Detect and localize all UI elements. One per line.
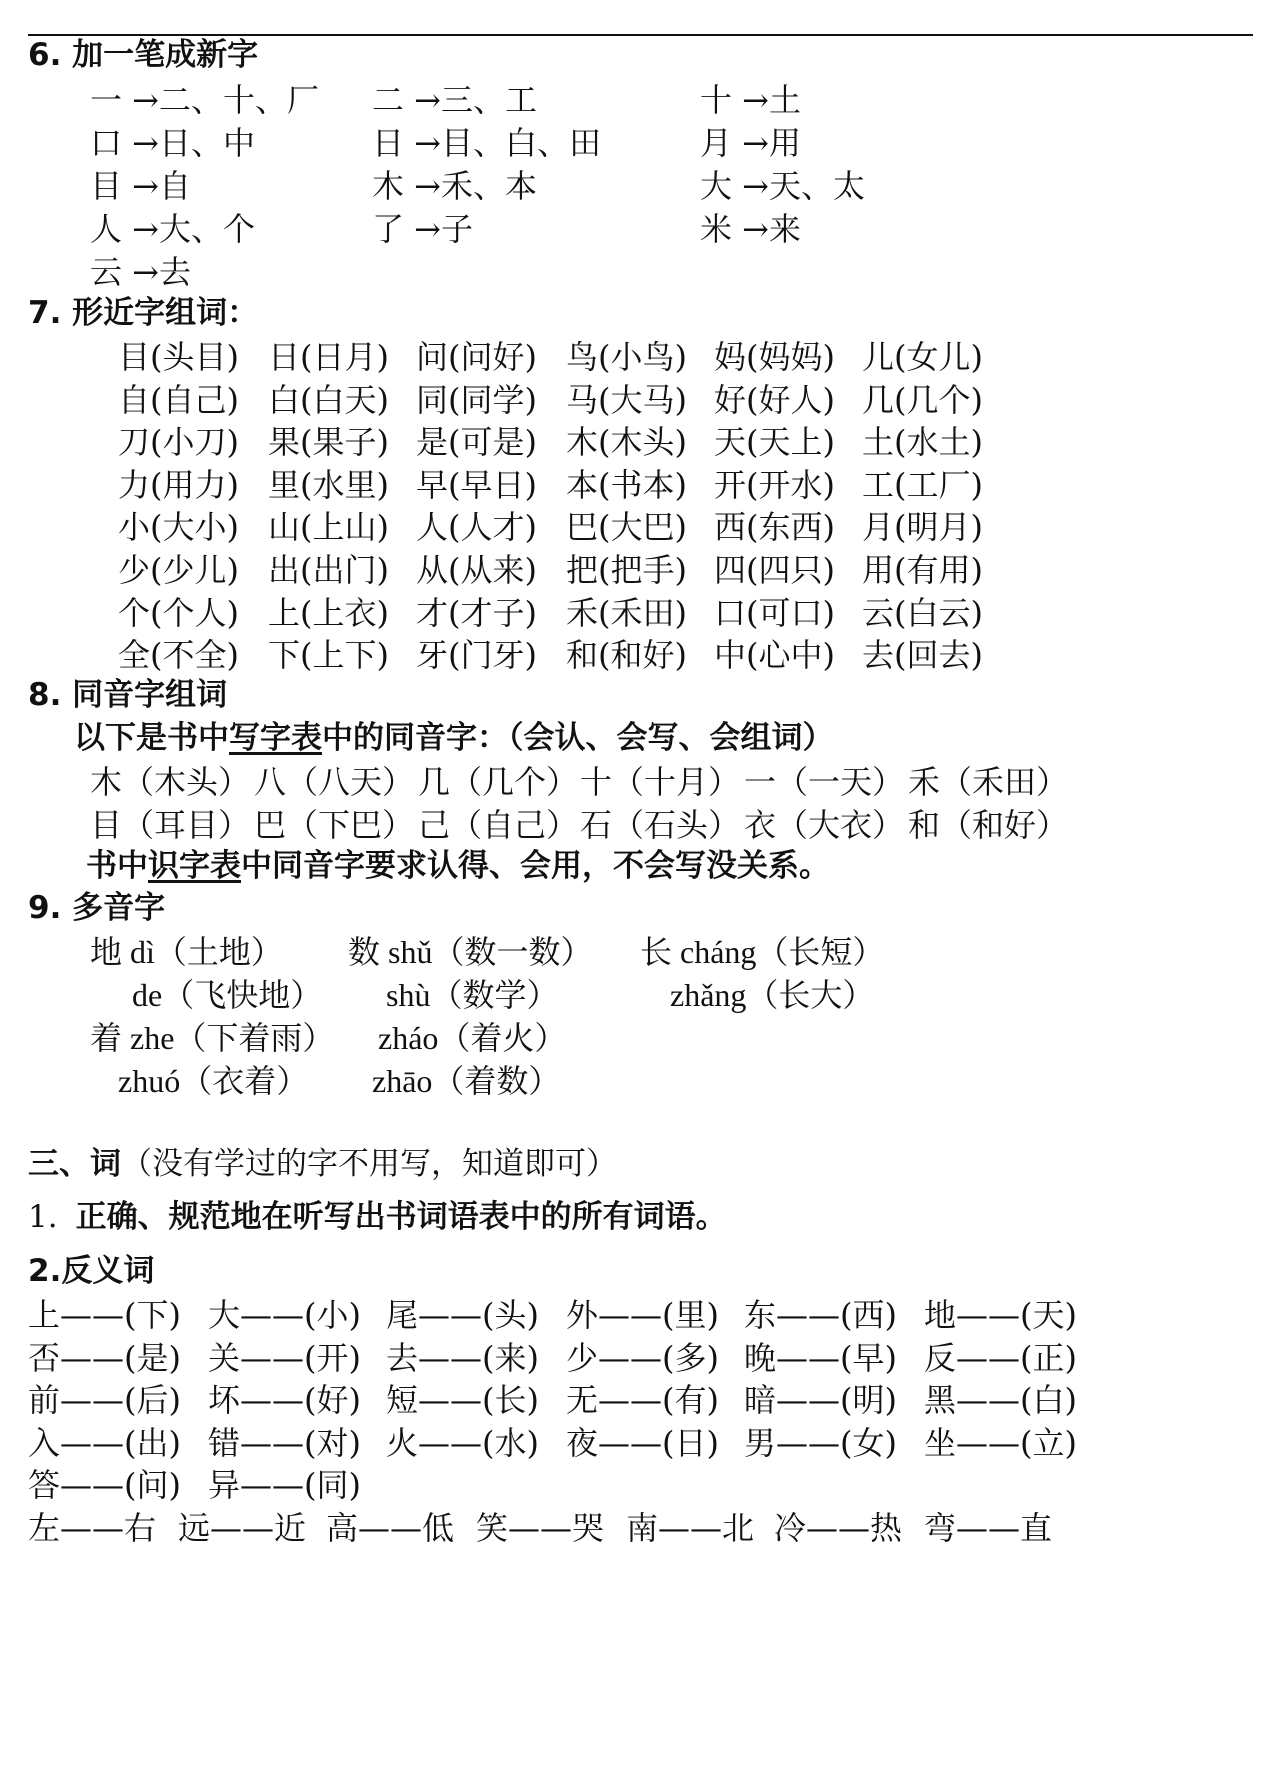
s7-word: 自(自己) [118,380,239,419]
s7-word: 牙(门牙) [416,636,537,675]
s8-word: 八（八天） [254,763,415,801]
item-1-number: 1. [28,1199,58,1235]
s7-word: 白(白天) [268,380,389,419]
antonym-pair: 火——(水) [386,1423,539,1462]
antonym-pair: 夜——(日) [566,1423,719,1462]
s6-cell: 人 →大、个 [90,210,255,248]
s7-word: 目(头目) [118,338,239,376]
s7-word: 和(和好) [566,636,687,675]
part-3-item-1 [28,1199,727,1235]
antonym-pair: 东——(西) [744,1296,897,1334]
s7-word: 四(四只) [714,551,835,589]
s6-cell: 米 →来 [700,210,801,248]
section-8-title: 8. 同音字组词 [28,677,228,713]
s8-note [86,848,830,884]
antonym-plain-pair: 弯——直 [924,1509,1053,1547]
s7-word: 日(日月) [268,338,389,376]
s7-word: 开(开水) [714,465,835,504]
antonym-pair: 坏——(好) [208,1381,361,1420]
s7-word: 工(工厂) [862,465,983,504]
s8-word: 几（几个） [418,763,579,801]
s8-word: 己（自己） [418,805,579,844]
s7-word: 果(果子) [268,423,389,462]
antonym-pair: 男——(女) [744,1423,897,1462]
s7-word: 少(少儿) [118,551,239,589]
section-7-title: 7. 形近字组词： [28,295,259,331]
antonym-pair: 否——(是) [28,1338,181,1377]
s8-intro-suffix: 中的同音字：（会认、会写、会组词） [322,720,834,756]
s8-word: 和（和好） [908,805,1069,844]
antonym-pair: 大——(小) [208,1296,361,1334]
s7-word: 妈(妈妈) [714,338,835,376]
s6-cell: 目 →自 [90,167,191,205]
antonym-pair: 错——(对) [208,1423,361,1462]
s6-cell: 木 →禾、本 [372,167,537,205]
s7-word: 全(不全) [118,636,239,675]
antonym-pair: 暗——(明) [744,1381,897,1420]
antonym-pair: 坐——(立) [924,1423,1077,1462]
s7-word: 把(把手) [566,551,687,589]
antonym-pair: 短——(长) [386,1381,539,1420]
s7-word: 去(回去) [862,636,983,675]
s7-word: 上(上衣) [268,593,389,632]
s8-word: 禾（禾田） [908,763,1069,801]
s6-cell: 口 →日、中 [90,124,255,162]
part-3-title [28,1146,617,1182]
polyphone-di: 地 dì（土地） [90,934,283,970]
s7-word: 云(白云) [862,593,983,632]
antonym-pair: 晚——(早) [744,1338,897,1377]
antonym-pair: 反——(正) [924,1338,1077,1377]
s6-cell: 了 →子 [372,210,473,248]
s7-word: 同(同学) [416,380,537,419]
part-3-title-bold: 三、词 [28,1146,121,1182]
polyphone-shu3: 数 shǔ（数一数） [348,934,593,970]
s7-word: 月(明月) [862,508,983,547]
s8-note-suffix: 中同音字要求认得、会用，不会写没关系。 [241,848,830,884]
s7-word: 儿(女儿) [862,338,983,376]
s7-word: 人(人才) [416,508,537,547]
s7-word: 几(几个) [862,380,983,419]
s7-word: 好(好人) [714,380,835,419]
s8-word: 一（一天） [744,763,905,801]
antonym-pair: 入——(出) [28,1423,181,1462]
antonym-pair: 无——(有) [566,1381,719,1420]
polyphone-zhang: zhǎng（长大） [670,977,875,1013]
s7-word: 用(有用) [862,551,983,589]
s7-word: 天(天上) [714,423,835,462]
s7-word: 个(个人) [118,593,239,632]
antonym-pair: 少——(多) [566,1338,719,1377]
s8-word: 巴（下巴） [254,805,415,844]
s7-word: 早(早日) [416,465,537,504]
s7-word: 鸟(小鸟) [566,338,687,376]
top-rule [28,34,1253,36]
s8-note-prefix: 书中 [86,848,148,884]
polyphone-chang: 长 cháng（长短） [640,934,885,970]
s8-intro [74,720,834,756]
s7-word: 小(大小) [118,508,239,547]
s6-cell: 月 →用 [700,124,801,162]
polyphone-de: de（飞快地） [132,977,323,1013]
antonym-title: 2.反义词 [28,1253,155,1289]
section-6-title: 6. 加一笔成新字 [28,37,259,73]
s8-word: 衣（大衣） [744,805,905,844]
s8-intro-underlined: 写字表 [229,720,322,756]
s8-intro-prefix: 以下是书中 [74,720,229,756]
s7-word: 木(木头) [566,423,687,462]
s6-cell: 云 →去 [90,253,191,291]
s8-word: 石（石头） [580,805,741,844]
item-1-text: 正确、规范地在听写出书词语表中的所有词语。 [75,1199,727,1235]
s8-note-underlined: 识字表 [148,848,241,884]
s8-word: 木（木头） [90,763,251,801]
s7-word: 问(问好) [416,338,537,376]
s7-word: 里(水里) [268,465,389,504]
s7-word: 西(东西) [714,508,835,547]
s7-word: 从(从来) [416,551,537,589]
polyphone-shu4: shù（数学） [386,977,559,1013]
antonym-pair: 尾——(头) [386,1296,539,1334]
antonym-pair: 关——(开) [208,1338,361,1377]
s7-word: 土(水土) [862,423,983,462]
s6-cell: 二 →三、工 [372,81,537,119]
s8-word: 目（耳目） [90,805,251,844]
antonym-plain-pair: 左——右 [28,1509,157,1547]
s7-word: 山(上山) [268,508,389,547]
s7-word: 巴(大巴) [566,508,687,547]
s7-word: 马(大马) [566,380,687,419]
part-3-title-note: （没有学过的字不用写，知道即可） [121,1146,617,1182]
antonym-pair: 黑——(白) [924,1381,1077,1420]
s6-cell: 一 →二、十、厂 [90,81,319,119]
antonym-pair: 外——(里) [566,1296,719,1334]
s7-word: 出(出门) [268,551,389,589]
antonym-pair: 答——(问) [28,1466,181,1505]
s8-word: 十（十月） [580,763,741,801]
antonym-plain-pair: 远——近 [178,1509,307,1547]
polyphone-zhe: 着 zhe（下着雨） [90,1020,335,1056]
s7-word: 口(可口) [714,593,835,632]
antonym-plain-pair: 南——北 [626,1509,755,1547]
antonym-plain-pair: 高——低 [326,1509,455,1547]
s6-cell: 十 →土 [700,81,801,119]
s7-word: 中(心中) [714,636,835,675]
s7-word: 力(用力) [118,465,239,504]
antonym-pair: 前——(后) [28,1381,181,1420]
section-9-title: 9. 多音字 [28,890,166,926]
antonym-pair: 地——(天) [924,1296,1077,1334]
s7-word: 下(上下) [268,636,389,675]
s7-word: 刀(小刀) [118,423,239,462]
antonym-pair: 上——(下) [28,1296,181,1334]
polyphone-zhao1: zhāo（着数） [372,1063,561,1099]
antonym-pair: 异——(同) [208,1466,361,1505]
polyphone-zhuo: zhuó（衣着） [118,1063,309,1099]
s7-word: 禾(禾田) [566,593,687,632]
s7-word: 本(书本) [566,465,687,504]
polyphone-zhao2: zháo（着火） [378,1020,567,1056]
antonym-pair: 去——(来) [386,1338,539,1377]
s7-word: 是(可是) [416,423,537,462]
antonym-plain-pair: 笑——哭 [476,1509,605,1547]
s6-cell: 日 →目、白、田 [372,124,601,162]
s7-word: 才(才子) [416,593,537,632]
antonym-plain-pair: 冷——热 [774,1509,903,1547]
s6-cell: 大 →天、太 [700,167,865,205]
